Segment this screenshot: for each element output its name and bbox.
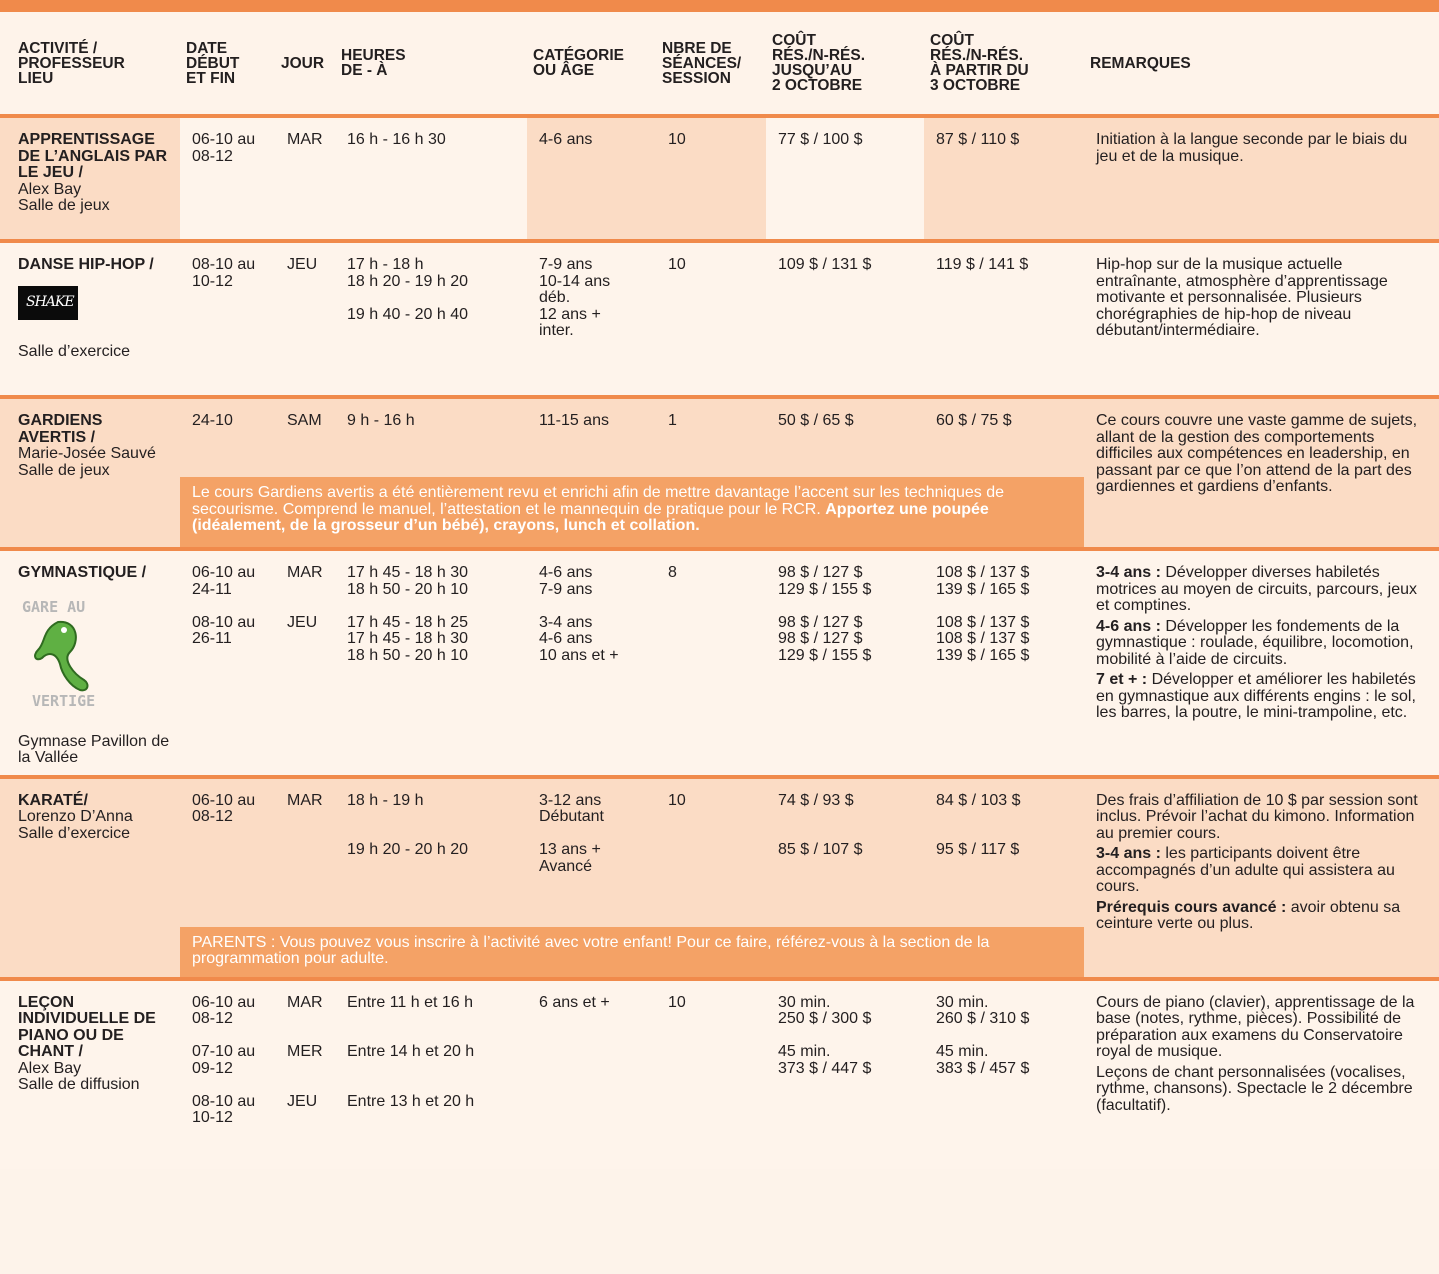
table-row [0, 979, 1439, 1169]
table-row [0, 241, 1439, 397]
svg-text:VERTIGE: VERTIGE [32, 691, 96, 710]
activities-table [0, 12, 1439, 1169]
header-sessions: NBRE DE SÉANCES/ SESSION [656, 12, 766, 116]
activity-cell [0, 549, 180, 777]
category-cell: 4-6 ans 7-9 ans 3-4 ans 4-6 ans 10 ans et + [527, 549, 656, 777]
cost-after-cell: 87 $ / 110 $ [924, 116, 1084, 241]
remark-cell: Hip-hop sur de la musique actuelle entraînante, atmosphère d’apprentissage motivante et personnalisée. Plusieurs chorégraphies de hip-hop de niveau débutant/intermédiaire. [1084, 241, 1439, 397]
cost-after-cell: 119 $ / 141 $ [924, 241, 1084, 397]
header-hours: HEURES DE - À [335, 12, 527, 116]
category-cell: 4-6 ans [527, 116, 656, 241]
dates-cell: 06-10 au 08-12 [180, 777, 275, 927]
cost-before-cell: 50 $ / 65 $ [766, 397, 924, 477]
sessions-cell: 8 [656, 549, 766, 777]
sessions-cell: 1 [656, 397, 766, 477]
sessions-cell: 10 [656, 979, 766, 1169]
activity-title: GYMNASTIQUE / [18, 564, 147, 581]
gardiens-banner: Le cours Gardiens avertis a été entièrement revu et enrichi afin de mettre davantage l’accent sur les techniques de secourisme. Comprend le manuel, l’attestation et le mannequin de pratique pour le RCR. Apportez une poupée (idéalement, de la grosseur d’un bébé), crayons, lunch et collation. [180, 477, 1084, 549]
cost-before-cell: 30 min. 250 $ / 300 $ 45 min. 373 $ / 447 $ [766, 979, 924, 1169]
activity-title: GARDIENS AVERTIS / [18, 412, 103, 446]
remark-cell: Initiation à la langue seconde par le biais du jeu et de la musique. [1084, 116, 1439, 241]
svg-text:GARE AU: GARE AU [22, 597, 86, 616]
activity-title: APPRENTISSAGE DE L’ANGLAIS PAR LE JEU / [18, 131, 168, 181]
teacher: Marie-Josée Sauvé [18, 445, 156, 462]
cost-after-cell: 30 min. 260 $ / 310 $ 45 min. 383 $ / 457 $ [924, 979, 1084, 1169]
teacher: Alex Bay [18, 1059, 82, 1077]
header-category: CATÉGORIE OU ÂGE [527, 12, 656, 116]
cost-after-cell: 84 $ / 103 $ 95 $ / 117 $ [924, 777, 1084, 927]
header-activity: ACTIVITÉ / PROFESSEUR LIEU [0, 12, 180, 116]
dates-cell: 06-10 au 08-12 07-10 au 09-12 08-10 au 10-12 [180, 979, 275, 1169]
place: Salle de diffusion [18, 1076, 140, 1093]
activity-title: LEÇON INDIVIDUELLE DE PIANO OU DE CHANT / [18, 993, 156, 1060]
remark-cell: Ce cours couvre une vaste gamme de sujets, allant de la gestion des comportements difficiles aux compétences en leadership, en passant par ce que l’on attend de la part des gardiennes et gardiens d’enfants. [1084, 397, 1439, 549]
teacher: Lorenzo D’Anna [18, 808, 133, 825]
day-cell: SAM [275, 397, 335, 477]
day-cell: MAR [275, 116, 335, 241]
table-header [0, 12, 1439, 116]
gare-au-vertige-logo [18, 594, 124, 712]
activity-title: DANSE HIP-HOP / [18, 256, 154, 273]
dates-cell: 06-10 au 24-11 08-10 au 26-11 [180, 549, 275, 777]
cost-before-cell: 98 $ / 127 $ 129 $ / 155 $ 98 $ / 127 $ 98 $ / 127 $ 129 $ / 155 $ [766, 549, 924, 777]
category-cell: 7-9 ans 10-14 ans déb. 12 ans + inter. [527, 241, 656, 397]
sessions-cell: 10 [656, 777, 766, 927]
shake-logo: SHAKE [18, 286, 78, 320]
header-remarks: REMARQUES [1084, 12, 1439, 116]
activity-cell [0, 397, 180, 549]
activity-cell [0, 241, 180, 397]
hours-cell: Entre 11 h et 16 h Entre 14 h et 20 h Entre 13 h et 20 h [335, 979, 527, 1169]
cost-before-cell: 109 $ / 131 $ [766, 241, 924, 397]
banner-bold-note: Apportez une poupée (idéalement, de la grosseur d’un bébé), crayons, lunch et collation. [192, 500, 989, 534]
remark-cell: Cours de piano (clavier), apprentissage de la base (notes, rythme, pièces). Possibilité de préparation aux examens du Conservatoire royal de musique. Leçons de chant personnalisées (vocalises, rythme, chansons). Spectacle le 2 décembre (facultatif). [1084, 979, 1439, 1169]
header-cost-before: COÛT RÉS./N-RÉS. JUSQU’AU 2 OCTOBRE [766, 12, 924, 116]
cost-after-cell: 108 $ / 137 $ 139 $ / 165 $ 108 $ / 137 $ 108 $ / 137 $ 139 $ / 165 $ [924, 549, 1084, 777]
header-dates: DATE DÉBUT ET FIN [180, 12, 275, 116]
activity-cell [0, 116, 180, 241]
sessions-cell: 10 [656, 241, 766, 397]
remark-cell: Des frais d’affiliation de 10 $ par session sont inclus. Prévoir l’achat du kimono. Information au premier cours. 3-4 ans : les participants doivent être accompagnés d’un adulte qui assistera au cours. Prérequis cours avancé : avoir obtenu sa ceinture verte ou plus. [1084, 777, 1439, 979]
hours-cell: 9 h - 16 h [335, 397, 527, 477]
parents-banner: PARENTS : Vous pouvez vous inscrire à l’activité avec votre enfant! Pour ce faire, référez-vous à la section de la programmation pour adulte. [180, 927, 1084, 979]
day-cell: JEU [275, 241, 335, 397]
dates-cell: 08-10 au 10-12 [180, 241, 275, 397]
remark-cell: 3-4 ans : Développer diverses habiletés motrices au moyen de circuits, parcours, jeux et comptines. 4-6 ans : Développer les fondements de la gymnastique : roulade, équilibre, locomotion, mobilité à l’aide de circuits. 7 et + : Développer et améliorer les habiletés en gymnastique aux différents engins : le sol, les barres, la poutre, le mini-trampoline, etc. [1084, 549, 1439, 777]
place: Gymnase Pavillon de la Vallée [18, 732, 170, 766]
dates-cell: 24-10 [180, 397, 275, 477]
activity-cell [0, 979, 180, 1169]
category-cell: 11-15 ans [527, 397, 656, 477]
header-cost-after: COÛT RÉS./N-RÉS. À PARTIR DU 3 OCTOBRE [924, 12, 1084, 116]
day-cell: MAR [275, 777, 335, 927]
hours-cell: 17 h - 18 h 18 h 20 - 19 h 20 19 h 40 - 20 h 40 [335, 241, 527, 397]
cost-before-cell: 74 $ / 93 $ 85 $ / 107 $ [766, 777, 924, 927]
day-cell: MAR JEU [275, 549, 335, 777]
place: Salle d’exercice [18, 343, 131, 360]
hours-cell: 16 h - 16 h 30 [335, 116, 527, 241]
place: Salle de jeux [18, 461, 110, 479]
activity-title: KARATÉ/ [18, 791, 88, 809]
table-row [0, 549, 1439, 777]
table-row [0, 777, 1439, 927]
table-row [0, 116, 1439, 241]
table-row [0, 397, 1439, 477]
category-cell: 6 ans et + [527, 979, 656, 1169]
day-cell: MAR MER JEU [275, 979, 335, 1169]
activity-cell [0, 777, 180, 979]
hours-cell: 18 h - 19 h 19 h 20 - 20 h 20 [335, 777, 527, 927]
top-accent-bar [0, 0, 1439, 12]
cost-after-cell: 60 $ / 75 $ [924, 397, 1084, 477]
sessions-cell: 10 [656, 116, 766, 241]
cost-before-cell: 77 $ / 100 $ [766, 116, 924, 241]
place: Salle d’exercice [18, 824, 131, 842]
dates-cell: 06-10 au 08-12 [180, 116, 275, 241]
teacher: Alex Bay [18, 180, 82, 198]
category-cell: 3-12 ans Débutant 13 ans + Avancé [527, 777, 656, 927]
header-day: JOUR [275, 12, 335, 116]
place: Salle de jeux [18, 197, 110, 214]
hours-cell: 17 h 45 - 18 h 30 18 h 50 - 20 h 10 17 h 45 - 18 h 25 17 h 45 - 18 h 30 18 h 50 - 20 h 10 [335, 549, 527, 777]
